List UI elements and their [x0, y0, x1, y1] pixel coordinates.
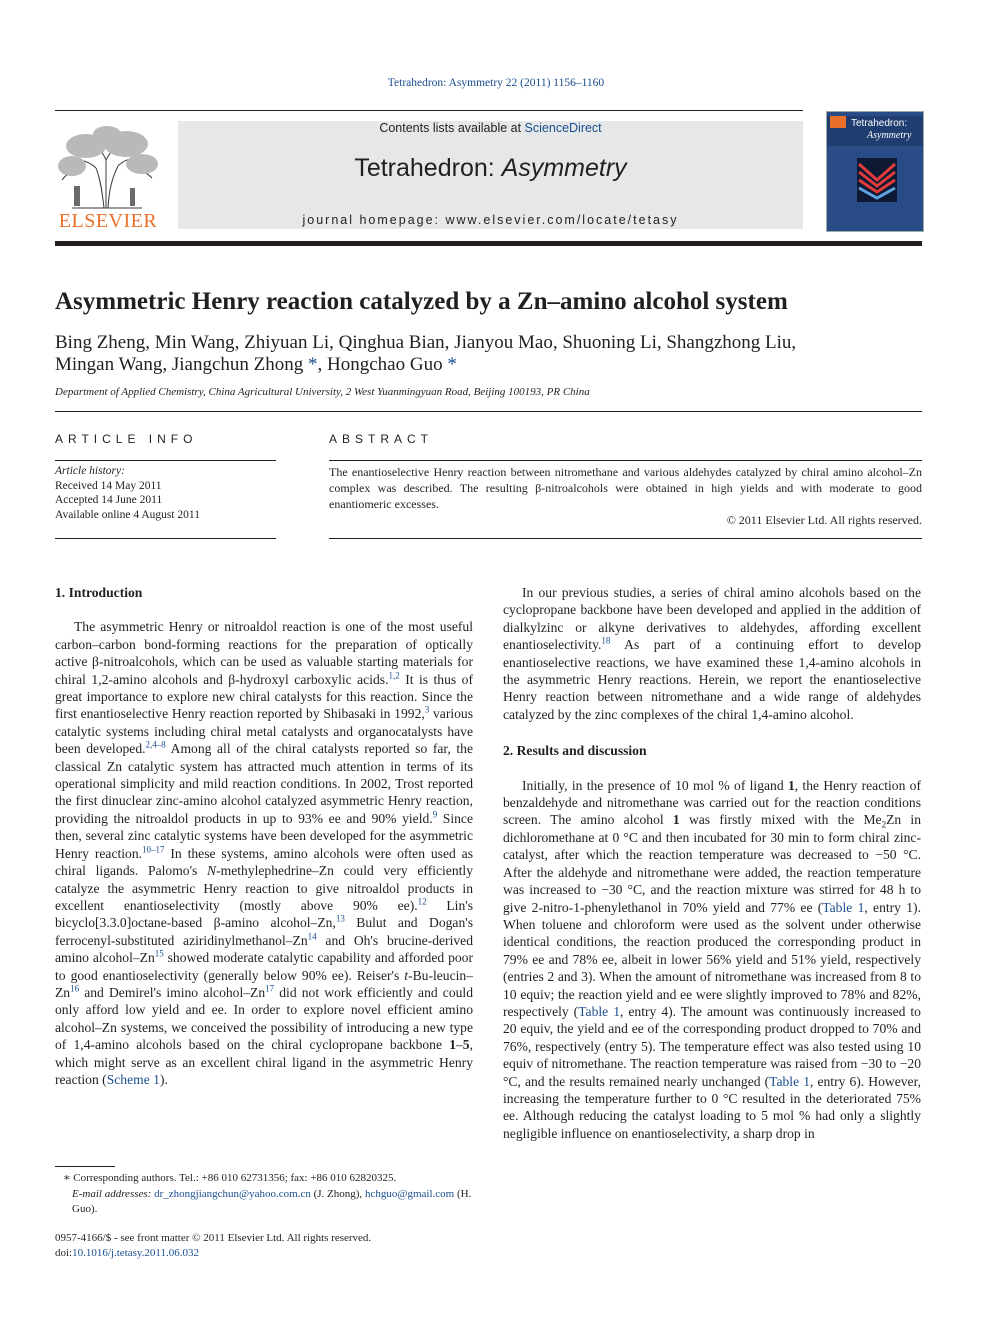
elsevier-logo — [52, 120, 164, 232]
journal-homepage[interactable]: journal homepage: www.elsevier.com/locate/tetasy — [302, 213, 679, 227]
abstract-copyright: © 2011 Elsevier Ltd. All rights reserved. — [726, 513, 922, 527]
issn-line: 0957-4166/$ - see front matter © 2011 Elsevier Ltd. All rights reserved. — [55, 1232, 372, 1244]
online-date: Available online 4 August 2011 — [55, 508, 201, 521]
contents-line — [178, 121, 803, 135]
journal-title-italic: Asymmetry — [501, 154, 627, 182]
article-info-heading: ARTICLE INFO — [55, 432, 198, 446]
corresponding-star-1[interactable]: * — [308, 354, 318, 375]
header-thick-rule — [55, 241, 922, 246]
article-history — [55, 464, 276, 522]
authors-line-1: Bing Zheng, Min Wang, Zhiyuan Li, Qinghua Bian, Jianyou Mao, Shuoning Li, Shangzhong Liu, — [55, 332, 797, 353]
accepted-date: Accepted 14 June 2011 — [55, 494, 163, 506]
email-label: E-mail addresses: — [72, 1187, 152, 1200]
body-left-column — [55, 584, 473, 1088]
cover-title: Tetrahedron: — [851, 118, 908, 129]
authors-line-2 — [55, 354, 935, 376]
email-owner-zhong: (J. Zhong), — [310, 1187, 365, 1200]
sciencedirect-link[interactable]: ScienceDirect — [524, 121, 602, 135]
journal-title-main: Tetrahedron: — [354, 154, 502, 182]
corresponding-authors-note: ∗ Corresponding authors. Tel.: +86 010 62731356; fax: +86 010 62820325. — [63, 1172, 397, 1184]
history-label: Article history: — [55, 465, 125, 477]
publisher-name: ELSEVIER — [58, 210, 158, 232]
previous-studies-paragraph: In our previous studies, a series of chiral amino alcohols based on the cyclopropane backbone have been developed and applied in the addition of dialkylzinc or alkyne derivatives to aldehydes, affording excellent enantioselectivity.$^{18}$ As part of a continuing effort to develop enantioselective reactions, we have examined these 1,4-amino alcohols in the asymmetric Henry reactions. Herein, we report the enantioselective Henry reaction between nitromethane and a wide range of aldehydes catalyzed by the zinc complexes of the chiral 1,4-amino alcohol. — [503, 585, 921, 722]
author-list — [55, 332, 935, 376]
cover-subtitle: Asymmetry — [867, 130, 912, 141]
journal-title — [178, 154, 803, 183]
intro-heading: 1. Introduction — [55, 585, 143, 600]
body-right-column — [503, 584, 921, 1142]
paper-title: Asymmetric Henry reaction catalyzed by a Zn–amino alcohol system — [55, 288, 788, 315]
doi-link[interactable]: 10.1016/j.tetasy.2011.06.032 — [72, 1246, 200, 1259]
author-guo: , Hongchao Guo — [317, 354, 443, 375]
cover-art-icon — [857, 158, 897, 202]
footnote-rule — [55, 1166, 115, 1167]
footnote-block — [55, 1171, 473, 1218]
article-info-bottom-rule — [55, 538, 276, 539]
abstract-bottom-rule — [329, 538, 922, 539]
abstract-rule — [329, 460, 922, 461]
email-owner-guo: (H. Guo). — [72, 1187, 472, 1215]
email-link-guo[interactable]: hchguo@gmail.com — [364, 1187, 455, 1200]
doi-line — [55, 1246, 473, 1261]
results-paragraph: Initially, in the presence of 10 mol % of ligand 1, the Henry reaction of benzaldehyde and nitromethane was carried out for the reaction conditions screen. The amino alcohol 1 was firstly mixed with the $Me_2Zn$ in dichloromethane at 0 °C and then incubated for 30 min to form chiral zinc-catalyst, after which the reaction temperature was decreased to −50 °C. After the aldehyde and nitromethane were added, the reaction temperature was increased to −30 °C, and the reaction mixture was stirred for 48 h to give 2-nitro-1-phenylethanol in 70% yield and 77% ee (Table 1, entry 1). When toluene and chloroform were used as the solvent under otherwise identical conditions, the reaction produced the corresponding product in 79% ee and 78% ee, albeit in lower 56% yield and 51% yield, respectively (entries 2 and 3). When the amount of nitromethane was increased from 8 to 10 equiv; the reaction yield and ee were slightly improved to 78% and 82%, respectively (Table 1, entry 4). The amount was continuously increased to 20 equiv, the yield and ee of the corresponding product dropped to 70% and 76%, respectively (entry 5). The temperature effect was also tested using 10 equiv of nitromethane. The reaction temperature was raised from −30 to −20 °C, and the results remained nearly unchanged (Table 1, entry 6). However, increasing the temperature further to 0 °C resulted in the deteriorated 75% ee. Although reducing the catalyst loading to 5 mol % had only a slightly negligible influence on enantioselectivity, a sharp drop in — [503, 777, 921, 1141]
corresponding-text: Corresponding authors. Tel.: +86 010 62731356; fax: +86 010 62820325. — [73, 1172, 397, 1184]
journal-cover[interactable] — [826, 111, 924, 232]
received-date: Received 14 May 2011 — [55, 479, 162, 492]
intro-paragraph: The asymmetric Henry or nitroaldol reaction is one of the most useful carbon–carbon bond-forming reactions for the preparation of optically active β-nitroalcohols, which can be used as valuable starting materials for chiral 1,2-amino alcohols and β-hydroxyl carboxylic acids.$^{1,2}$ It is thus of great importance to explore new chiral catalysts for this reaction. Since the first enantioselective Henry reaction reported by Shibasaki in 1992,$^3$ various catalytic systems including chiral metal catalysts and organocatalysts have been developed.$^{2,4-8}$ Among all of the chiral catalysts reported so far, the classical Zn catalytic system has attracted much attention in terms of its operational simplicity and mild reaction conditions. In 2002, Trost reported the first dinuclear zinc-amino alcohol catalyzed asymmetric Henry reaction, providing the nitroaldol products in up to 93% ee and 90% yield.$^9$ Since then, several zinc catalytic systems have been developed for the asymmetric Henry reaction.$^{10-17}$ In these systems, amino alcohols were often used as chiral ligands. Palomo's N-methylephedrine–Zn could very efficiently catalyze the asymmetric Henry reaction to give nitroaldol products in excellent enantioselectivity (mostly above 90% ee).$^{12}$ Lin's bicyclo[3.3.0]octane-based β-amino alcohol–Zn,$^{13}$ Bulut and Dogan's ferrocenyl-substituted aziridinylmethanol–Zn$^{14}$ and Oh's brucine-derived amino alcohol–Zn$^{15}$ showed moderate catalytic capability and afforded poor to good enantioselectivity (generally below 90% ee). Reiser's t-Bu-leucin–Zn$^{16}$ and Demirel's imino alcohol–Zn$^{17}$ did not work efficiently and could only afford low yield and ee. In order to explore novel efficient amino alcohol–Zn systems, we conceived the possibility of introducing a new type of 1,4-amino alcohols based on the chiral cyclopropane backbone 1–5, which might serve as an excellent chiral ligand in the asymmetric Henry reaction (Scheme 1). — [55, 619, 474, 1087]
abstract-text: The enantioselective Henry reaction between nitromethane and various aldehydes catalyzed by chiral amino alcohol–Zn complex was described. The resulting β-nitroalcohols were obtained in high yields and with moderate to good enantiomeric excesses. — [329, 465, 922, 511]
issn-doi-block — [55, 1231, 473, 1260]
affiliation: Department of Applied Chemistry, China Agricultural University, 2 West Yuanmingyuan Road, Beijing 100193, PR China — [55, 386, 590, 398]
results-heading: 2. Results and discussion — [503, 743, 647, 759]
article-info-rule — [55, 460, 276, 461]
title-rule — [55, 411, 922, 412]
journal-citation[interactable]: Tetrahedron: Asymmetry 22 (2011) 1156–1160 — [387, 77, 605, 89]
author-zhong: Mingan Wang, Jiangchun Zhong — [55, 354, 304, 375]
doi-label: doi: — [55, 1246, 73, 1259]
email-note — [55, 1187, 473, 1218]
corresponding-star-2[interactable]: * — [447, 354, 457, 375]
email-link-zhong[interactable]: dr_zhongjiangchun@yahoo.com.cn — [154, 1187, 311, 1200]
contents-prefix: Contents lists available at — [379, 121, 525, 135]
header-rule — [55, 110, 803, 111]
abstract-heading: ABSTRACT — [329, 432, 434, 446]
cover-logo — [830, 116, 846, 128]
